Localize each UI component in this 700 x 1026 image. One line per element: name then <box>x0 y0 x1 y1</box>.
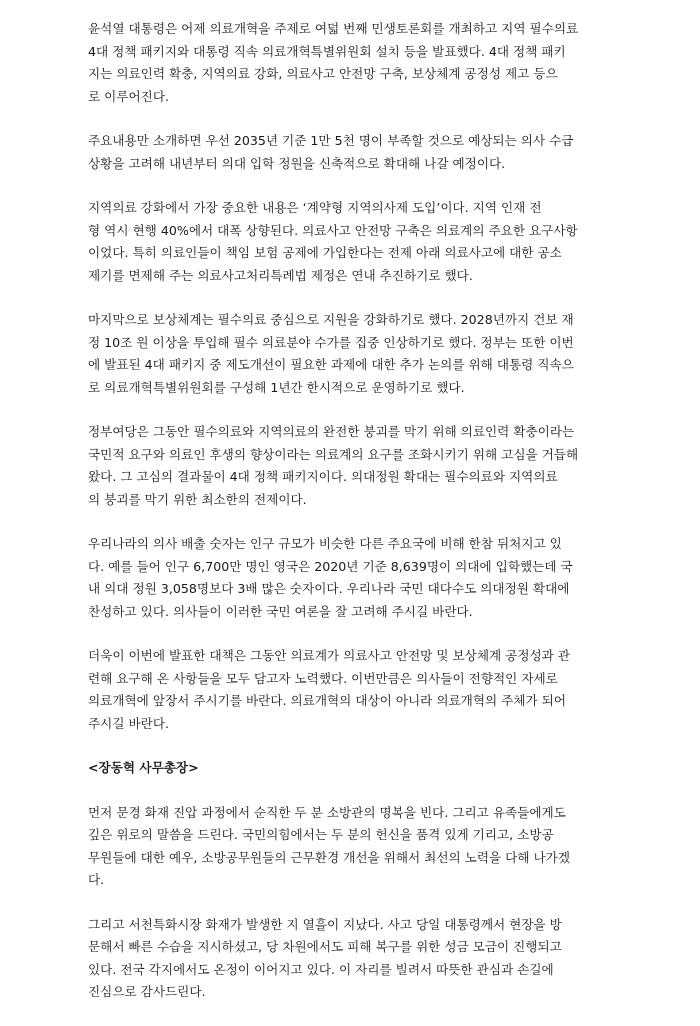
text-line: 이었다. 특히 의료인들이 책임 보험 공제에 가입한다는 전제 아래 의료사고에 대한 공소 <box>88 245 562 260</box>
text-line: 더욱이 이번에 발표한 대책은 그동안 의료계가 의료사고 안전망 및 보상체계 공정성과 관 <box>88 648 570 663</box>
paragraph-doctor-count <box>88 533 622 623</box>
text-line: 로 의료개혁특별위원회를 구성해 1년간 한시적으로 운영하기로 했다. <box>88 379 465 395</box>
text-line: 무원들에 대한 예우, 소방공무원들의 근무환경 개선을 위해서 최선의 노력을 다해 나가겠 <box>88 849 570 865</box>
text-line: 내 의대 정원 3,058명보다 3배 많은 숫자이다. 우리나라 국민 대다수도 의대정원 확대에 <box>88 581 570 596</box>
text-line: 깊은 위로의 말씀을 드린다. 국민의힘에서는 두 분의 헌신을 품격 있게 기리고, 소방공 <box>88 827 554 842</box>
text-line: 찬성하고 있다. 의사들이 이러한 국민 여론을 잘 고려해 주시길 바란다. <box>88 603 473 619</box>
text-line: 그리고 서천특화시장 화재가 발생한 지 열흘이 지났다. 사고 당일 대통령께서 현장을 방 <box>88 916 562 932</box>
text-line: 왔다. 그 고심의 결과물이 4대 정책 패키지이다. 의대정원 확대는 필수의료와 지역의료 <box>88 469 558 484</box>
text-line: 먼저 문경 화재 진압 과정에서 순직한 두 분 소방관의 명복을 빈다. 그리고 유족들에게도 <box>88 804 566 820</box>
paragraph-intro <box>88 18 622 108</box>
text-line: 주시길 바란다. <box>88 715 169 731</box>
text-line: 있다. 전국 각지에서도 온정이 이어지고 있다. 이 자리를 빌려서 따뜻한 관심과 손길에 <box>88 961 554 977</box>
text-line: 지는 의료인력 확충, 지역의료 강화, 의료사고 안전망 구축, 보상체계 공정성 제고 등으 <box>88 66 558 81</box>
text-line: 윤석열 대통령은 어제 의료개혁을 주제로 여덟 번째 민생토론회를 개최하고 지역 필수의료 <box>88 21 579 36</box>
document-body <box>88 18 622 1026</box>
text-line: 다. 예를 들어 인구 6,700만 명인 영국은 2020년 기준 8,639명이 의대에 입학했는데 국 <box>88 558 573 574</box>
text-line: 정 10조 원 이상을 투입해 필수 의료분야 수가를 집중 인상하기로 했다. 정부는 또한 이번 <box>88 334 574 350</box>
text-line: 로 이루어진다. <box>88 88 169 104</box>
text-line: 의료개혁에 앞장서 주시기를 바란다. 의료개혁의 대상이 아니라 의료개혁의 주체가 되어 <box>88 693 566 708</box>
text-line: 우리나라의 의사 배출 숫자는 인구 규모가 비슷한 다른 주요국에 비해 한참 뒤처지고 있 <box>88 536 562 551</box>
text-line: 4대 정책 패키지와 대통령 직속 의료개혁특별위원회 설치 등을 발표했다. 4대 정책 패키 <box>88 43 566 59</box>
section-heading: <장동혁 사무총장> <box>88 760 199 775</box>
text-line: 다. <box>88 872 105 887</box>
paragraph-firefighters <box>88 802 622 892</box>
text-line: 주요내용만 소개하면 우선 2035년 기준 1만 5천 명이 부족할 것으로 예상되는 의사 수급 <box>88 133 574 148</box>
paragraph-compensation <box>88 309 622 399</box>
paragraph-government-party <box>88 421 622 511</box>
text-line: 마지막으로 보상체계는 필수의료 중심으로 지원을 강화하기로 했다. 2028년까지 건보 재 <box>88 312 574 327</box>
text-line: 형 역시 현행 40%에서 대폭 상향된다. 의료사고 안전망 구축은 의료계의 주요한 요구사항 <box>88 222 578 238</box>
text-line: 진심으로 감사드린다. <box>88 984 206 999</box>
text-line: 에 발표된 4대 패키지 중 제도개선이 필요한 과제에 대한 추가 논의를 위해 대통령 직속으 <box>88 357 574 372</box>
text-line: 련해 요구해 온 사항들을 모두 담고자 노력했다. 이번만큼은 의사들이 전향적인 자세로 <box>88 670 558 686</box>
text-line: 정부여당은 그동안 필수의료와 지역의료의 완전한 붕괴를 막기 위해 의료인력 확충이라는 <box>88 424 575 439</box>
paragraph-regional-care <box>88 197 622 287</box>
text-line: 제기를 면제해 주는 의료사고처리특례법 제정은 연내 추진하기로 했다. <box>88 267 473 283</box>
text-line: 국민적 요구와 의료인 후생의 향상이라는 의료계의 요구를 조화시키기 위해 고심을 거듭해 <box>88 446 579 462</box>
paragraph-market-fire <box>88 914 622 1004</box>
text-line: 지역의료 강화에서 가장 중요한 내용은 ‘계약형 지역의사제 도입’이다. 지역 인재 전 <box>88 200 542 215</box>
text-line: 의 붕괴를 막기 위한 최소한의 전제이다. <box>88 491 307 507</box>
text-line: 문해서 빠른 수습을 지시하셨고, 당 차원에서도 피해 복구를 위한 성금 모금이 진행되고 <box>88 939 562 954</box>
paragraph-doctor-supply <box>88 130 622 175</box>
text-line: 상황을 고려해 내년부터 의대 입학 정원을 신축적으로 확대해 나갈 예정이다. <box>88 155 506 171</box>
paragraph-measures <box>88 645 622 735</box>
